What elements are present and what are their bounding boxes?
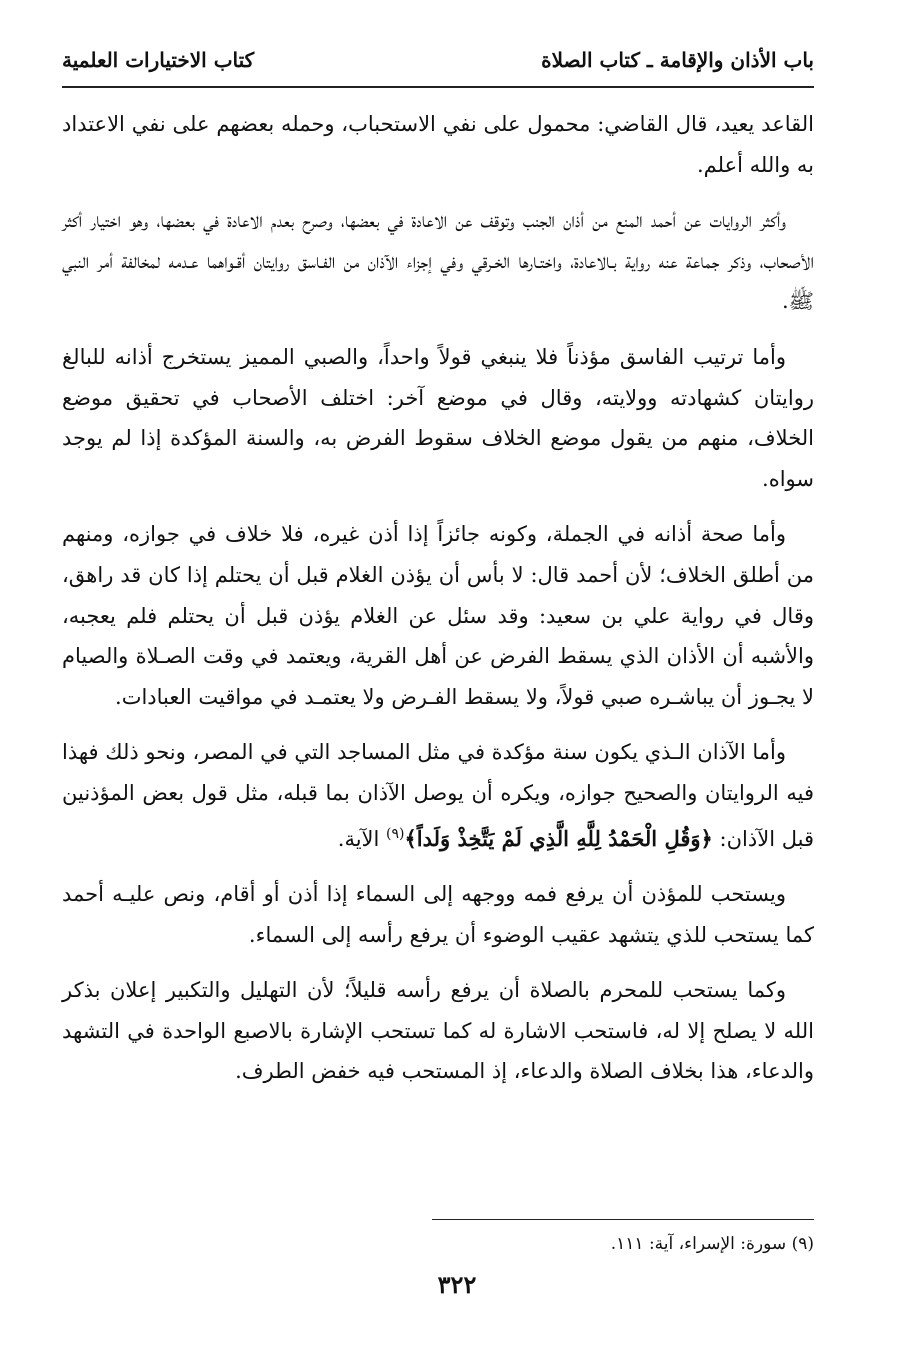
paragraph: وأما صحة أذانه في الجملة، وكونه جائزاً إذا أذن غيره، فلا خلاف في جوازه، ومنهم من أطلق الخلاف؛ لأن أحمد قال: لا بأس أن يؤذن الغلام قبل أن يحتلم إذا كان قد راهق، وقال في رواية علي بن سعيد: وقد سئل عن الغلام يؤذن قبل أن يحتلم فلم يعجبه، والأشبه أن الأذان الذي يسقط الفرض عن أهل القرية، ويعتمد في وقت الصـلاة والصيام لا يجـوز أن يباشـره صبي قولاً، ولا يسقط الفـرض ولا يعتمـد في مواقيت العبادات. [62,522,814,709]
footnote: (٩) سورة: الإسراء، آية: ١١١. [610,1234,814,1254]
paragraph-text: وأما الآذان الـذي يكون سنة مؤكدة في مثل المساجد التي في المصر، ونحو ذلك فهذا فيه الروايتان والصحيح جوازه، ويكره أن يوصل الآذان بما قبله، مثل قول بعض المؤذنين قبل الآذان: [62,740,814,851]
paragraph: وأكثر الروايات عن أحمد المنع من أذان الجنب وتوقف عن الاعادة في بعضها، وصرح بعدم الاعادة في بعضها، وهو اختيار أكثر الأصحاب، وذكر جماعة عنه رواية بـالاعادة، واختـارها الخـرقي وفي إجزاء الآذان من الفـاسق روايتان أقـواهما عـدمه لمخالفة أمر النبي ﷺ. [62,208,814,314]
paragraph: ويستحب للمؤذن أن يرفع فمه ووجهه إلى السماء إذا أذن أو أقام، ونص عليـه أحمد كما يستحب للذي يتشهد عقيب الوضوء أن يرفع رأسه إلى السماء. [62,882,814,947]
header-divider [62,86,814,88]
paragraph: القاعد يعيد، قال القاضي: محمول على نفي الاستحباب، وحمله بعضهم على نفي الاعتداد به والله أعلم. [62,112,814,177]
paragraph: وأما ترتيب الفاسق مؤذناً فلا ينبغي قولاً واحداً، والصبي المميز يستخرج أذانه للبالغ روايتان كشهادته وولايته، وقال في موضع آخر: اختلف الأصحاب في تحقيق موضع الخلاف، منهم من يقول موضع الخلاف سقوط الفرض به، والسنة المؤكدة إذا لم يوجد سواه. [62,344,814,491]
header-chapter-title: باب الأذان والإقامة ـ كتاب الصلاة [541,48,814,72]
paragraph-with-quran-quote [62,732,814,859]
main-text [62,104,814,1107]
header-book-title: كتاب الاختيارات العلمية [62,48,255,72]
footnote-divider [432,1219,814,1220]
footnote-reference: (٩) [386,825,405,842]
quran-verse: ﴿وَقُلِ الْحَمْدُ لِلَّهِ الَّذِي لَمْ يَتَّخِذْ وَلَداً﴾ [404,825,713,851]
paragraph: وكما يستحب للمحرم بالصلاة أن يرفع رأسه قليلاً؛ لأن التهليل والتكبير إعلان بذكر الله لا يصلح إلا له، فاستحب الاشارة له كما تستحب الإشارة بالاصبع الواحدة في التشهد والدعاء، هذا بخلاف الصلاة والدعاء، إذ المستحب فيه خفض الطرف. [62,978,814,1084]
page-number: ٣٢٢ [437,1270,477,1299]
verse-suffix: الآية. [337,826,387,851]
running-header [62,40,814,80]
